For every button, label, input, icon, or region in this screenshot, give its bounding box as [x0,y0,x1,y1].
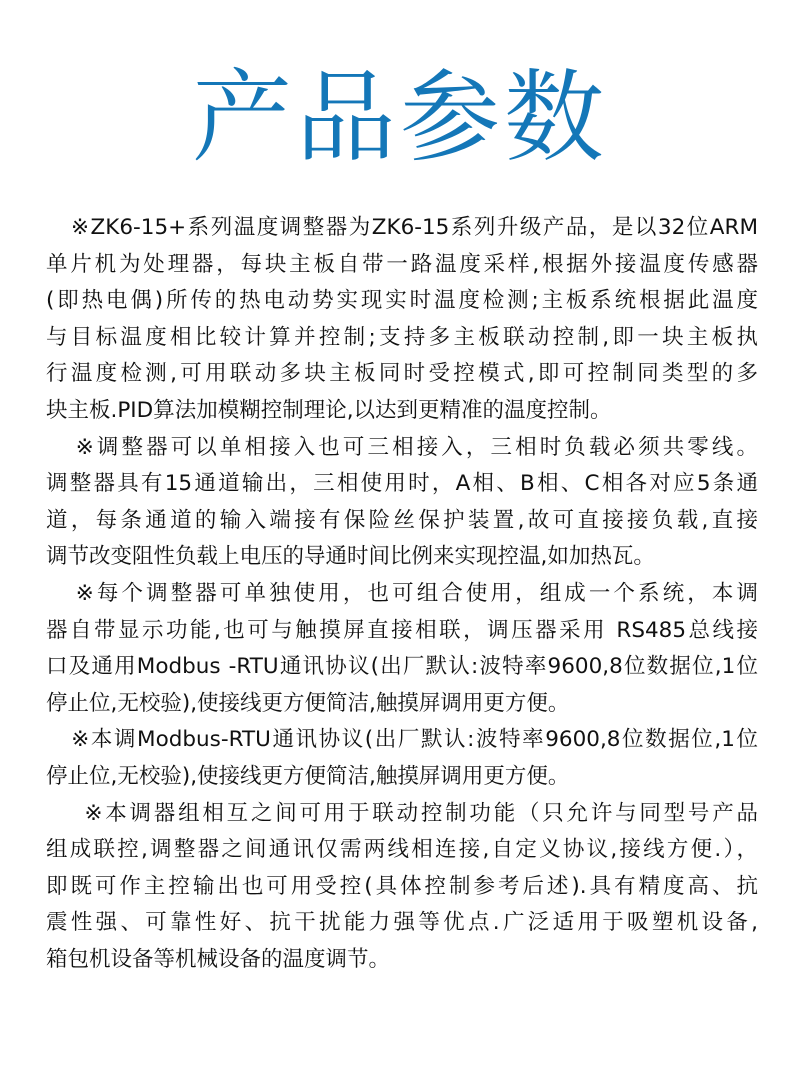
text-line: ※每个调整器可单独使用，也可组合使用，组成一个系统，本调 [46,580,758,606]
text-line: 停止位,无校验),使接线更方便简洁,触摸屏调用更方便。 [46,763,570,789]
paragraph-modbus [46,722,758,795]
text-line: (即热电偶)所传的热电动势实现实时温度检测;主板系统根据此温度 [46,288,758,314]
text-line: ※本调Modbus-RTU通讯协议(出厂默认:波特率9600,8位数据位,1位 [46,727,758,753]
text-line: 口及通用Modbus -RTU通讯协议(出厂默认:波特率9600,8位数据位,1位 [46,654,758,680]
text-line: 调整器具有15通道输出，三相使用时，A相、B相、C相各对应5条通 [46,471,758,497]
paragraph-phase-wiring [46,430,758,576]
text-line: ※调整器可以单相接入也可三相接入，三相时负载必须共零线。 [46,434,758,460]
text-line: 道，每条通道的输入端接有保险丝保护装置,故可直接接负载,直接 [46,507,758,533]
text-line: 调节改变阻性负载上电压的导通时间比例来实现控温,如加热瓦。 [46,544,655,570]
text-line: 即既可作主控输出也可用受控(具体控制参考后述).具有精度高、抗 [46,873,758,899]
text-line: 震性强、可靠性好、抗干扰能力强等优点.广泛适用于吸塑机设备, [46,910,758,936]
text-line: 行温度检测,可用联动多块主板同时受控模式,即可控制同类型的多 [46,361,758,387]
text-line: 与目标温度相比较计算并控制;支持多主板联动控制,即一块主板执 [46,324,758,350]
paragraph-arm-overview [46,210,758,430]
paragraph-linkage-control [46,796,758,979]
text-line: 停止位,无校验),使接线更方便简洁,触摸屏调用更方便。 [46,690,570,716]
text-line: 器自带显示功能,也可与触摸屏直接相联，调压器采用 RS485总线接 [46,617,758,643]
paragraph-system-usage [46,576,758,722]
description-body [46,210,758,978]
text-line: ※ZK6-15+系列温度调整器为ZK6-15系列升级产品，是以32位ARM [46,215,758,240]
text-line: 单片机为处理器，每块主板自带一路温度采样,根据外接温度传感器 [46,251,758,277]
text-line: 组成联控,调整器之间通讯仅需两线相连接,自定义协议,接线方便.）， [46,837,758,863]
text-line: 块主板.PID算法加模糊控制理论,以达到更精准的温度控制。 [46,397,612,423]
text-line: ※本调器组相互之间可用于联动控制功能（只允许与同型号产品 [46,800,758,826]
page-title: 产品参数 [192,59,608,176]
text-line: 箱包机设备等机械设备的温度调节。 [46,946,391,972]
